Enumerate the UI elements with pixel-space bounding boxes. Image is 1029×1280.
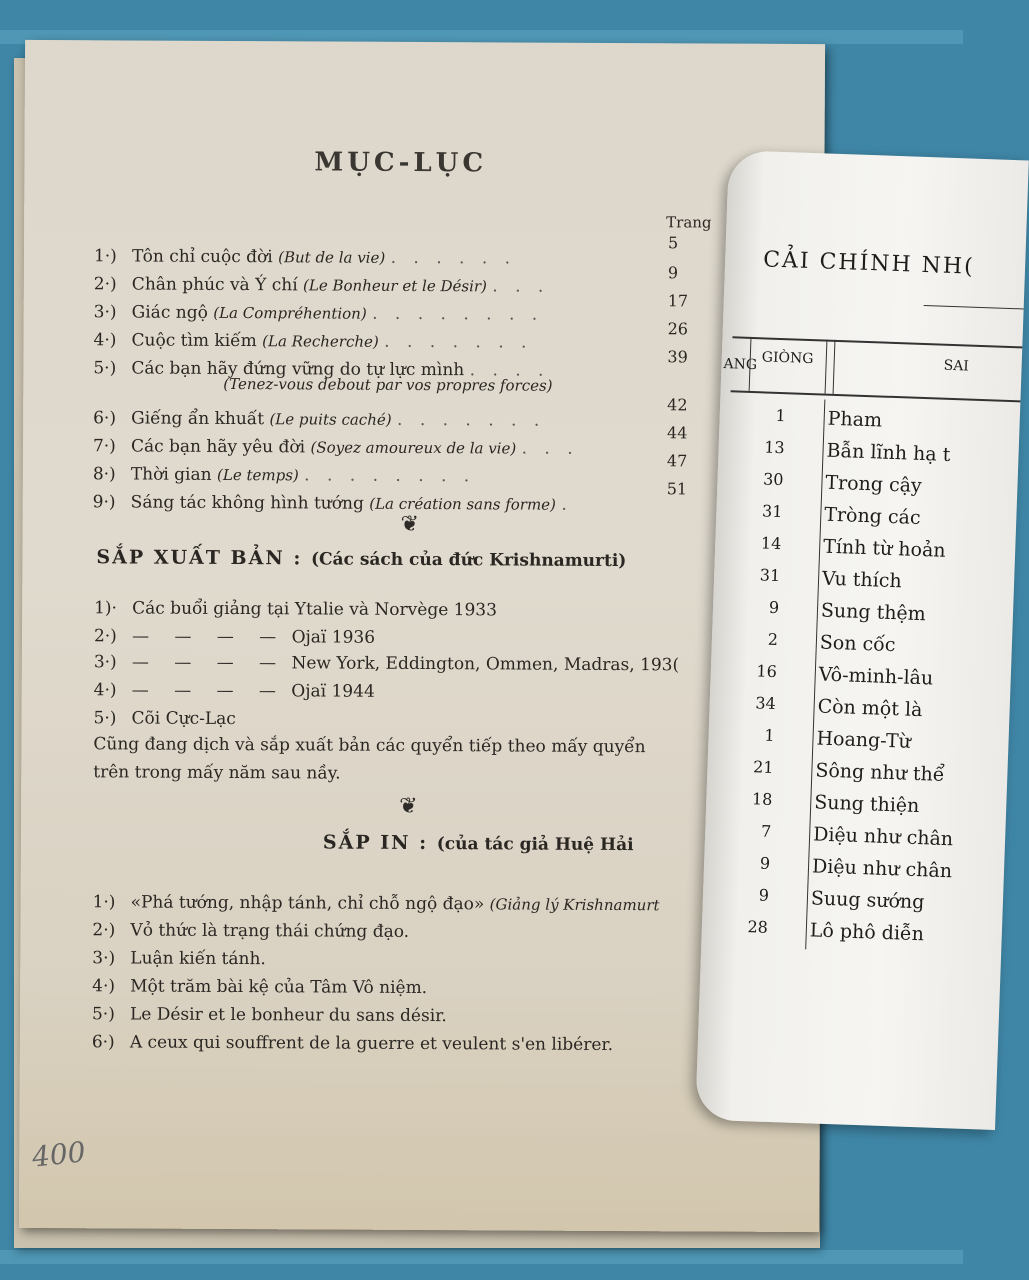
toc-entry: 5·) Các bạn hãy đứng vững do tự lực mình . . . . [93,358,550,381]
list-item: 3·) Luận kiến tánh. [92,948,266,970]
divider [732,336,1022,348]
toc-entry: 3·) Giác ngộ (La Compréhention) . . . . . . . . [93,302,544,325]
errata-row: 2 Son cốc [767,629,896,657]
list-item: 5·) Le Désir et le bonheur du sans désir. [91,1004,447,1027]
list-item: 1)· Các buổi giảng tại Ytalie và Norvège 1933 [94,598,498,621]
errata-row: 16 Vô-minh-lâu [756,661,934,690]
divider [731,390,1021,402]
note-line: Cũng đang dịch và sắp xuất bản các quyển tiếp theo mấy quyển [93,734,646,758]
toc-page-number: 5 [668,233,679,253]
list-item: 5·) Cõi Cực-Lạc [93,708,236,730]
handwritten-note: 400 [30,1135,88,1174]
toc-entry: 1·) Tôn chỉ cuộc đời (But de la vie) . . . . . . [93,246,517,269]
errata-row: 21 Sông như thể [752,757,945,786]
errata-row: 31 Vu thích [759,565,903,593]
toc-page-number: 39 [667,347,688,367]
list-item: 4·) — — — — Ojaï 1944 [93,680,375,702]
toc-title: MỤC-LỤC [314,147,488,179]
toc-entry: 8·) Thời gian (Le temps) . . . . . . . . [92,464,476,487]
toc-page-number: 44 [667,423,688,443]
note-line: trên trong mấy năm sau nầy. [93,762,341,784]
errata-title: CẢI CHÍNH NH( [762,247,976,280]
toc-page-number: 17 [667,291,689,311]
ornament-icon: ❦ [399,793,418,819]
errata-row: 9 Sung thệm [768,597,927,626]
errata-row: 1 Hoang-Từ [764,725,912,753]
toc-page-number: 26 [667,319,689,339]
errata-row: 18 Sung thiện [751,789,920,818]
errata-row: 9 Suug sướng [758,885,925,914]
list-item: 2·) Vỏ thức là trạng thái chứng đạo. [92,920,410,942]
errata-row: 34 Còn một là [755,693,923,722]
toc-page-header: Trang [666,213,712,232]
col-header-sai: SAI [943,357,970,375]
errata-row: 28 Lô phô diễn [747,917,925,946]
toc-entry: 4·) Cuộc tìm kiếm (La Recherche) . . . . . . . [93,330,533,353]
list-item: 1·) «Phá tướng, nhập tánh, chỉ chỗ ngộ đạo» (Giảng lý Krishnamurt [92,892,660,915]
errata-row: 14 Tính từ hoản [760,533,946,562]
list-item: 4·) Một trăm bài kệ của Tâm Vô niệm. [92,976,428,999]
sap-xuat-ban-heading: SẮP XUẤT BẢN : (Các sách của đức Krishnamurti) [96,546,627,572]
errata-row: 13 Bẫn lĩnh hạ t [763,437,951,466]
errata-row: 30 Trong cậy [762,469,923,497]
list-item: 2·) — — — — Ojaï 1936 [93,626,376,648]
toc-page-number: 42 [667,395,688,415]
errata-slip [695,150,1029,1130]
col-header-trang: ANG [723,356,758,374]
errata-row: 31 Tròng các [761,501,921,529]
col-header-giong: GIÒNG [761,349,814,368]
errata-row: 7 Diệu như chân [760,821,954,851]
errata-row: 9 Diệu như chân [759,853,953,883]
divider [825,340,828,394]
toc-entry: 7·) Các bạn hãy yêu đời (Soyez amoureux de la vie) . . . [92,436,579,459]
divider [833,340,836,394]
ornament-icon: ❦ [400,511,420,537]
toc-entry: 9·) Sáng tác không hình tướng (La création sans forme) . [92,492,573,515]
divider [924,305,1024,309]
errata-row: 1 Pham [775,405,883,432]
toc-entry-subtitle: (Tenez-vous debout par vos propres forces) [223,374,553,395]
toc-page-number: 47 [666,451,688,471]
sap-in-heading: SẮP IN : (của tác giả Huệ Hải [322,831,634,856]
toc-page-number: 51 [666,479,688,499]
list-item: 6·) A ceux qui souffrent de la guerre et veulent s'en libérer. [91,1032,614,1056]
list-item: 3·) — — — — New York, Eddington, Ommen, Madras, 193( [93,652,680,676]
toc-page-number: 9 [667,263,679,283]
toc-entry: 2·) Chân phúc và Ý chí (Le Bonheur et le Désir) . . . [93,274,550,297]
toc-entry: 6·) Giếng ẩn khuất (Le puits caché) . . . . . . . [93,408,546,431]
